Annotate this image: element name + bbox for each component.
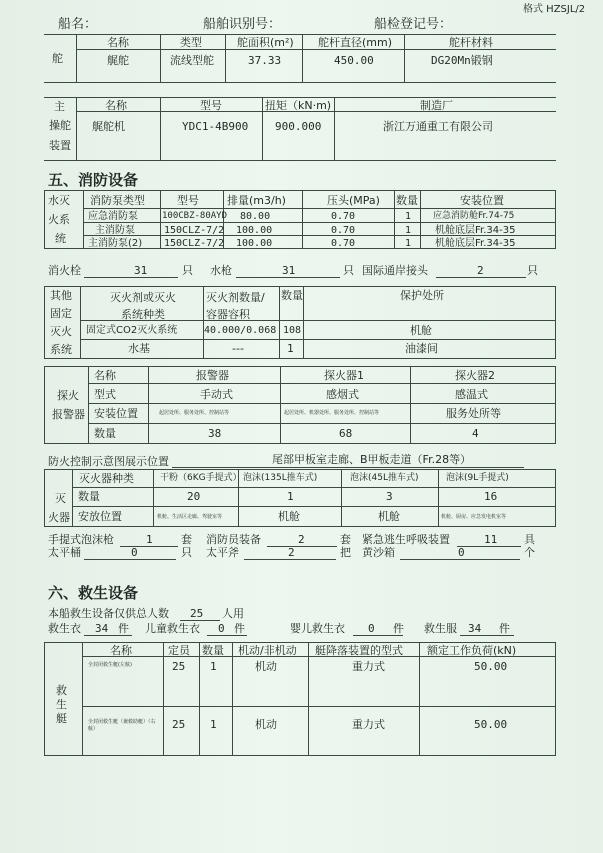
steering-header: 制造厂 bbox=[420, 99, 453, 112]
hydrant-label: 消火栓 bbox=[48, 264, 81, 277]
axe-unit: 把 bbox=[340, 546, 351, 559]
rudder-mid-line bbox=[76, 49, 556, 50]
lifeboat-cell: 25 bbox=[172, 718, 186, 731]
other-fixed-divider bbox=[80, 286, 81, 359]
other-fixed-line bbox=[80, 339, 556, 340]
rudder-side-label: 舵 bbox=[52, 52, 63, 65]
water-fire-cell: 100.00 bbox=[236, 238, 273, 249]
detector-cell: 起居处所、机器处所、服务处所、控制站等 bbox=[284, 410, 380, 416]
detector-divider bbox=[148, 366, 149, 444]
suit-underline bbox=[460, 635, 514, 636]
water-fire-cell: 0.70 bbox=[331, 225, 356, 236]
extinguisher-side-label: 火器 bbox=[48, 511, 70, 524]
water-fire-cell: 1 bbox=[405, 225, 412, 236]
nozzle-label: 水枪 bbox=[210, 264, 232, 277]
other-fixed-cell: 108 bbox=[283, 325, 302, 336]
lifeboat-header: 数量 bbox=[202, 644, 224, 657]
other-fixed-header: 数量 bbox=[281, 289, 303, 302]
total-suffix: 人用 bbox=[222, 607, 244, 620]
detector-side-label: 报警器 bbox=[52, 408, 85, 421]
steering-divider bbox=[334, 97, 335, 160]
extinguisher-divider bbox=[341, 469, 342, 527]
water-fire-cell: 应急消防舱Fr.74-75 bbox=[433, 211, 515, 221]
extinguisher-cell: 数量 bbox=[78, 490, 100, 503]
detector-cell: 起居处所、服务处所、控制站等 bbox=[159, 410, 230, 416]
lifeboat-divider bbox=[308, 642, 309, 756]
steering-divider bbox=[262, 97, 263, 160]
rudder-cell: 艉舵 bbox=[107, 54, 129, 67]
water-fire-cell: 100.00 bbox=[236, 225, 273, 236]
water-fire-header: 数量 bbox=[396, 194, 418, 207]
lifeboat-divider bbox=[82, 642, 83, 756]
detector-cell: 型式 bbox=[94, 388, 116, 401]
steering-cell: 900.000 bbox=[275, 120, 322, 133]
total-underline bbox=[180, 620, 220, 621]
lifeboat-cell: 50.00 bbox=[474, 660, 508, 673]
other-fixed-side-label: 系统 bbox=[50, 343, 72, 356]
other-fixed-divider bbox=[279, 286, 280, 359]
extinguisher-header: 干粉（6KG手提式） bbox=[160, 473, 242, 483]
suit-unit: 件 bbox=[499, 622, 510, 635]
extinguisher-cell: 16 bbox=[484, 490, 498, 503]
rudder-header: 名称 bbox=[107, 36, 129, 49]
rudder-header: 舵面积(m²) bbox=[237, 36, 294, 49]
detector-cell: 数量 bbox=[94, 427, 116, 440]
water-fire-divider bbox=[302, 190, 303, 249]
sand-count: 0 bbox=[458, 546, 465, 559]
water-fire-cell: 80.00 bbox=[240, 211, 271, 222]
detector-line bbox=[88, 383, 556, 384]
rudder-divider bbox=[225, 34, 226, 82]
child-label: 儿童救生衣 bbox=[145, 622, 200, 635]
lifejacket-unit: 件 bbox=[118, 622, 129, 635]
rudder-top-line bbox=[44, 34, 556, 35]
water-fire-divider bbox=[394, 190, 395, 249]
steering-side-label: 主 bbox=[54, 100, 65, 113]
hydrant-underline bbox=[84, 277, 178, 278]
other-fixed-cell: --- bbox=[232, 342, 244, 355]
sand-underline bbox=[400, 559, 520, 560]
water-fire-cell: 100CBZ-80AYD bbox=[162, 211, 228, 221]
rudder-divider bbox=[160, 34, 161, 82]
steering-cell: 浙江万通重工有限公司 bbox=[383, 120, 493, 133]
extinguisher-cell: 机舱 bbox=[378, 510, 400, 523]
eebd-label: 紧急逃生呼吸装置 bbox=[362, 533, 450, 546]
hydrant-count: 31 bbox=[134, 264, 148, 277]
detector-line bbox=[88, 403, 556, 404]
rudder-divider bbox=[76, 34, 77, 82]
lifeboat-divider bbox=[199, 642, 200, 756]
steering-divider bbox=[160, 97, 161, 160]
steering-header: 型号 bbox=[200, 99, 222, 112]
water-fire-header: 安装位置 bbox=[460, 194, 504, 207]
axe-underline bbox=[244, 559, 336, 560]
lifeboat-header: 额定工作负荷(kN) bbox=[427, 644, 517, 657]
detector-cell: 感温式 bbox=[455, 388, 488, 401]
form-code: 格式 HZSJL/2 bbox=[523, 4, 586, 15]
lifeboat-cell: 全封闭救生艇(左舷) bbox=[88, 662, 132, 668]
fireman-label: 消防员装备 bbox=[206, 533, 261, 546]
detector-cell: 安装位置 bbox=[94, 407, 138, 420]
water-fire-line bbox=[83, 222, 556, 223]
water-fire-cell: 150CLZ-7/2 bbox=[164, 238, 225, 249]
rudder-divider bbox=[404, 34, 405, 82]
water-fire-header: 压头(MPa) bbox=[327, 194, 380, 207]
lifeboat-header: 艇降落装置的型式 bbox=[315, 644, 403, 657]
foam-gun-unit: 套 bbox=[181, 533, 192, 546]
section5-title: 五、消防设备 bbox=[48, 171, 139, 189]
steering-header: 扭矩（kN·m) bbox=[265, 99, 332, 112]
survey-reg-label: 船检登记号： bbox=[374, 17, 453, 32]
water-fire-divider bbox=[420, 190, 421, 249]
other-fixed-header: 灭火剂数量/ 容器容积 bbox=[206, 291, 265, 321]
water-fire-cell: 机舱底层Fr.34-35 bbox=[435, 225, 516, 236]
bucket-label: 太平桶 bbox=[48, 546, 81, 559]
steering-header: 名称 bbox=[105, 99, 127, 112]
water-fire-cell: 0.70 bbox=[331, 211, 356, 222]
rudder-header: 舵杆材料 bbox=[449, 36, 493, 49]
lifeboat-side-label: 救生艇 bbox=[56, 684, 67, 725]
ship-name-label: 船名： bbox=[58, 17, 98, 32]
extinguisher-cell: 机舱、生活区走廊、驾驶室等 bbox=[157, 514, 223, 520]
other-fixed-side-label: 固定 bbox=[50, 307, 72, 320]
lifeboat-cell: 1 bbox=[210, 718, 217, 731]
foam-gun-label: 手提式泡沫枪 bbox=[48, 533, 114, 546]
rudder-cell: 450.00 bbox=[334, 54, 374, 67]
fireman-unit: 套 bbox=[340, 533, 351, 546]
water-fire-cell: 1 bbox=[405, 211, 412, 222]
sand-label: 黄沙箱 bbox=[362, 546, 395, 559]
child-unit: 件 bbox=[234, 622, 245, 635]
fire-plan-value: 尾部甲板室走廊、B甲板走道（Fr.28等） bbox=[272, 453, 472, 466]
lifeboat-cell: 机动 bbox=[255, 660, 277, 673]
intl-count: 2 bbox=[477, 264, 484, 277]
steering-top-line bbox=[44, 97, 556, 98]
steering-cell: 艉舵机 bbox=[92, 120, 125, 133]
water-fire-header: 排量(m3/h) bbox=[227, 194, 286, 207]
lifejacket-count: 34 bbox=[95, 622, 109, 635]
eebd-underline bbox=[457, 546, 521, 547]
water-fire-line bbox=[83, 208, 556, 209]
other-fixed-cell: 油漆间 bbox=[405, 342, 438, 355]
nozzle-unit: 只 bbox=[343, 264, 354, 277]
foam-gun-underline bbox=[120, 546, 178, 547]
intl-unit: 只 bbox=[527, 264, 538, 277]
lifeboat-cell: 机动 bbox=[255, 718, 277, 731]
extinguisher-cell: 机舱 bbox=[278, 510, 300, 523]
axe-label: 太平斧 bbox=[206, 546, 239, 559]
lifeboat-cell: 25 bbox=[172, 660, 186, 673]
detector-cell: 手动式 bbox=[200, 388, 233, 401]
extinguisher-header: 泡沫(45L推车式) bbox=[350, 473, 419, 483]
child-count: 0 bbox=[218, 622, 225, 635]
fire-plan-label: 防火控制示意图展示位置 bbox=[48, 455, 169, 468]
extinguisher-divider bbox=[72, 469, 73, 527]
lifeboat-cell: 1 bbox=[210, 660, 217, 673]
water-fire-cell: 机舱底层Fr.34-35 bbox=[435, 238, 516, 249]
other-fixed-cell: 40.000/0.068 bbox=[204, 325, 277, 336]
lifeboat-divider bbox=[419, 642, 420, 756]
other-fixed-side-label: 其他 bbox=[50, 289, 72, 302]
lifeboat-header: 定员 bbox=[168, 644, 190, 657]
water-fire-cell: 应急消防泵 bbox=[88, 211, 138, 222]
lifeboat-cell: 50.00 bbox=[474, 718, 508, 731]
infant-count: 0 bbox=[368, 622, 375, 635]
detector-line bbox=[88, 423, 556, 424]
rudder-cell: 流线型舵 bbox=[170, 54, 214, 67]
infant-unit: 件 bbox=[393, 622, 404, 635]
total-prefix: 本船救生设备仅供总人数 bbox=[48, 607, 169, 620]
axe-count: 2 bbox=[288, 546, 295, 559]
extinguisher-header: 泡沫(9L手提式) bbox=[446, 473, 509, 483]
water-fire-cell: 主消防泵 bbox=[95, 225, 135, 236]
fireman-count: 2 bbox=[298, 533, 305, 546]
bucket-count: 0 bbox=[131, 546, 138, 559]
other-fixed-cell: 机舱 bbox=[410, 324, 432, 337]
bucket-underline bbox=[84, 559, 176, 560]
other-fixed-divider bbox=[203, 286, 204, 359]
water-fire-side-label: 水灭 bbox=[48, 194, 70, 207]
rudder-header: 类型 bbox=[180, 36, 202, 49]
lifeboat-cell: 全封闭救生艇（兼救助艇）（右舷） bbox=[88, 719, 156, 732]
other-fixed-cell: 固定式CO2灭火系统 bbox=[86, 325, 178, 336]
rudder-cell: 37.33 bbox=[248, 54, 282, 67]
detector-header: 报警器 bbox=[196, 369, 229, 382]
intl-label: 国际通岸接头 bbox=[362, 264, 428, 277]
steering-side-label: 装置 bbox=[49, 139, 71, 152]
bucket-unit: 只 bbox=[181, 546, 192, 559]
detector-divider bbox=[280, 366, 281, 444]
ship-id-label: 船舶识别号： bbox=[203, 17, 282, 32]
lifeboat-header: 名称 bbox=[110, 644, 132, 657]
eebd-count: 11 bbox=[484, 533, 498, 546]
detector-divider bbox=[410, 366, 411, 444]
nozzle-underline bbox=[236, 277, 340, 278]
other-fixed-divider bbox=[303, 286, 304, 359]
extinguisher-cell: 20 bbox=[187, 490, 201, 503]
other-fixed-cell: 水基 bbox=[128, 342, 150, 355]
rudder-divider bbox=[302, 34, 303, 82]
detector-cell: 38 bbox=[208, 427, 222, 440]
other-fixed-header: 保护处所 bbox=[400, 289, 444, 302]
water-fire-divider bbox=[83, 190, 84, 249]
detector-cell: 68 bbox=[339, 427, 353, 440]
water-fire-cell: 1 bbox=[405, 238, 412, 249]
water-fire-side-label: 火系 bbox=[48, 213, 70, 226]
extinguisher-header: 灭火器种类 bbox=[79, 472, 134, 485]
other-fixed-cell: 1 bbox=[287, 342, 294, 355]
lifeboat-cell: 重力式 bbox=[352, 660, 385, 673]
extinguisher-line bbox=[72, 487, 556, 488]
nozzle-count: 31 bbox=[282, 264, 296, 277]
fire-plan-underline bbox=[172, 467, 524, 468]
rudder-cell: DG20Mn锻钢 bbox=[431, 54, 493, 67]
detector-cell: 感烟式 bbox=[326, 388, 359, 401]
water-fire-divider bbox=[160, 190, 161, 249]
lifeboat-divider bbox=[163, 642, 164, 756]
suit-label: 救生服 bbox=[424, 622, 457, 635]
other-fixed-header: 灭火剂或灭火 系统种类 bbox=[110, 291, 176, 321]
fireman-underline bbox=[267, 546, 337, 547]
steering-divider bbox=[76, 97, 77, 160]
water-fire-header: 消防泵类型 bbox=[90, 194, 145, 207]
water-fire-cell: 0.70 bbox=[331, 238, 356, 249]
water-fire-cell: 主消防泵(2) bbox=[88, 238, 143, 249]
extinguisher-cell: 3 bbox=[386, 490, 393, 503]
water-fire-cell: 150CLZ-7/2 bbox=[164, 225, 225, 236]
infant-label: 婴儿救生衣 bbox=[290, 622, 345, 635]
steering-side-label: 操舵 bbox=[49, 119, 71, 132]
detector-cell: 服务处所等 bbox=[446, 407, 501, 420]
extinguisher-cell: 1 bbox=[287, 490, 294, 503]
extinguisher-line bbox=[72, 506, 556, 507]
detector-header: 探火器1 bbox=[324, 369, 364, 382]
lifejacket-underline bbox=[84, 635, 132, 636]
detector-side-label: 探火 bbox=[57, 389, 79, 402]
detector-header: 名称 bbox=[94, 369, 116, 382]
water-fire-side-label: 统 bbox=[55, 232, 66, 245]
total-count: 25 bbox=[190, 607, 204, 620]
infant-underline bbox=[353, 635, 403, 636]
lifeboat-divider bbox=[232, 642, 233, 756]
sand-unit: 个 bbox=[524, 546, 535, 559]
lifeboat-header: 机动/非机动 bbox=[238, 644, 297, 657]
detector-divider bbox=[88, 366, 89, 444]
rudder-header: 舵杆直径(mm) bbox=[318, 36, 393, 49]
steering-cell: YDC1-4B900 bbox=[182, 120, 249, 133]
extinguisher-cell: 机舱、厨房、应急发电机室等 bbox=[441, 514, 507, 520]
lifeboat-line bbox=[82, 706, 556, 707]
eebd-unit: 具 bbox=[524, 533, 535, 546]
suit-count: 34 bbox=[468, 622, 482, 635]
foam-gun-count: 1 bbox=[146, 533, 153, 546]
hydrant-unit: 只 bbox=[182, 264, 193, 277]
child-underline bbox=[207, 635, 247, 636]
extinguisher-header: 泡沫(135L推车式) bbox=[243, 473, 318, 483]
detector-header: 探火器2 bbox=[455, 369, 495, 382]
extinguisher-divider bbox=[438, 469, 439, 527]
section6-title: 六、救生设备 bbox=[48, 584, 139, 602]
detector-cell: 4 bbox=[472, 427, 479, 440]
extinguisher-side-label: 灭 bbox=[55, 492, 66, 505]
other-fixed-side-label: 灭火 bbox=[50, 325, 72, 338]
extinguisher-cell: 安放位置 bbox=[78, 510, 122, 523]
water-fire-header: 型号 bbox=[177, 194, 199, 207]
steering-bottom-line bbox=[44, 160, 556, 161]
rudder-bottom-line bbox=[44, 82, 556, 83]
lifeboat-cell: 重力式 bbox=[352, 718, 385, 731]
extinguisher-divider bbox=[153, 469, 154, 527]
lifejacket-label: 救生衣 bbox=[48, 622, 81, 635]
intl-underline bbox=[436, 277, 526, 278]
